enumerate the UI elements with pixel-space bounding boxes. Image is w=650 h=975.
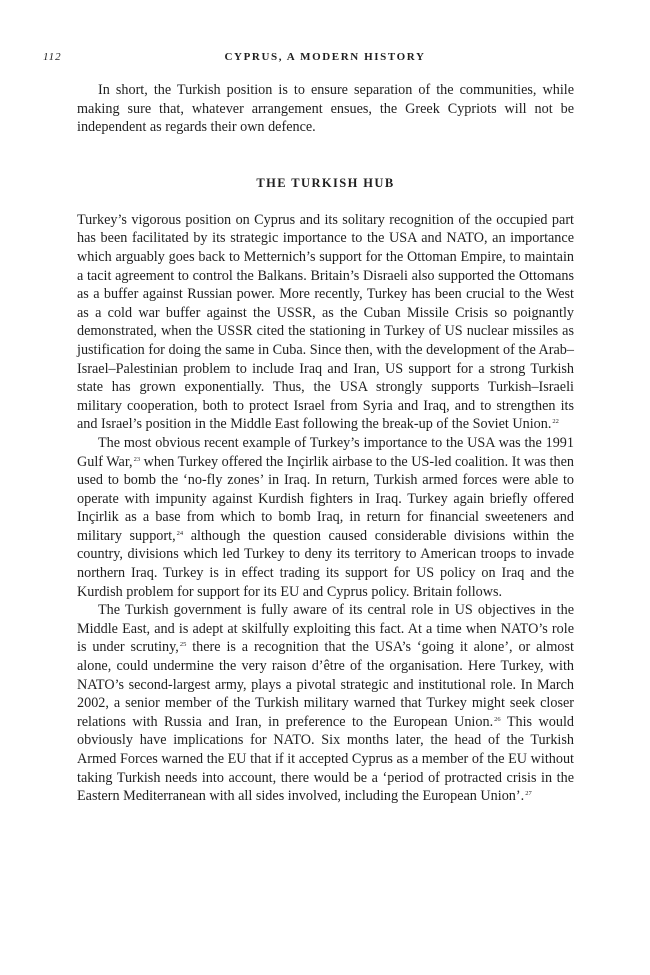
footnote-marker: 26 <box>494 715 501 723</box>
section-heading: THE TURKISH HUB <box>256 175 395 190</box>
paragraph-text: Turkey’s vigorous position on Cyprus and its solitary recognition of the occupied part has been facilitated by its strategic importance to the USA and NATO, an importance which arguably goes back to Metternich’s support for the Ottoman Empire, to maintain a tacit agreement to control the Balkans. Britain’s Disraeli also supported the Ottomans as a buffer against Russian power. More recently, Turkey has been crucial to the West as a cold war buffer against the USSR, as the Cuban Missile Crisis so poignantly demonstrated, when the USSR cited the stationing in Turkey of US nuclear missiles as justification for doing the same in Cuba. Since then, with the development of the Arab–Israel–Palestinian problem to include Iraq and Iran, US support for a strong Turkish state has grown exponentially. Thus, the USA strongly supports Turkish–Israeli military cooperation, both to protect Israel from Syria and Iraq, and to strengthen its and Israel’s position in the Middle East following the break-up of the Soviet Union. <box>77 211 574 433</box>
paragraph-2 <box>77 434 574 601</box>
paragraph-text: The most obvious recent example of Turkey’s importance to the USA was the 1991 Gulf War, <box>77 434 574 470</box>
paragraph-3 <box>77 601 574 806</box>
footnote-marker: 22 <box>552 418 559 426</box>
footnote-marker: 23 <box>133 455 141 463</box>
body-text <box>77 81 574 806</box>
paragraph-text: when Turkey offered the Inçirlik airbase to the US-led coalition. It was then used to bomb the ‘no-fly zones’ in Iraq. In return, Turkish armed forces were able to operate with impunity against Kurdish fighters in Iraq. Turkey again briefly offered Inçirlik as a base from which to bomb Iraq, in return for financial sweeteners and military support, <box>77 453 574 544</box>
footnote-marker: 27 <box>525 790 532 798</box>
intro-paragraph: In short, the Turkish position is to ensure separation of the communities, while making sure that, whatever arrangement ensues, the Greek Cypriots will not be independent as regards their own defence. <box>77 82 574 136</box>
page-number: 112 <box>43 51 62 63</box>
paragraph-text: This would obviously have implications for NATO. Six months later, the head of the Turkish Armed Forces warned the EU that if it accepted Cyprus as a member of the EU without taking Turkish needs into account, there would be a ‘period of protracted crisis in the Eastern Mediterranean with all sides involved, including the European Union’. <box>77 713 575 805</box>
footnote-marker: 25 <box>179 641 187 649</box>
paragraph-text: there is a recognition that the USA’s ‘going it alone’, or almost alone, could undermine the very raison d’être of the organisation. Here Turkey, with NATO’s second-largest army, plays a pivotal strategic and institutional role. In March 2002, a senior member of the Turkish military warned that Turkey might seek closer relations with Russia and Iran, in preference to the European Union. <box>77 639 574 730</box>
paragraph-text: The Turkish government is fully aware of its central role in US objectives in the Middle East, and is adept at skilfully exploiting this fact. At a time when NATO’s role is under scrutiny, <box>77 602 574 656</box>
footnote-marker: 24 <box>176 529 184 537</box>
running-head-title: CYPRUS, A MODERN HISTORY <box>224 51 426 63</box>
paragraph-text: although the question caused considerable divisions within the country, divisions which led Turkey to deny its territory to American troops to invade northern Iraq. Turkey is in effect trading its support for US policy on Iraq and the Kurdish problem for support for its EU and Cyprus policy. Britain follows. <box>77 527 575 600</box>
paragraph-1 <box>77 211 574 434</box>
running-head <box>0 51 650 67</box>
